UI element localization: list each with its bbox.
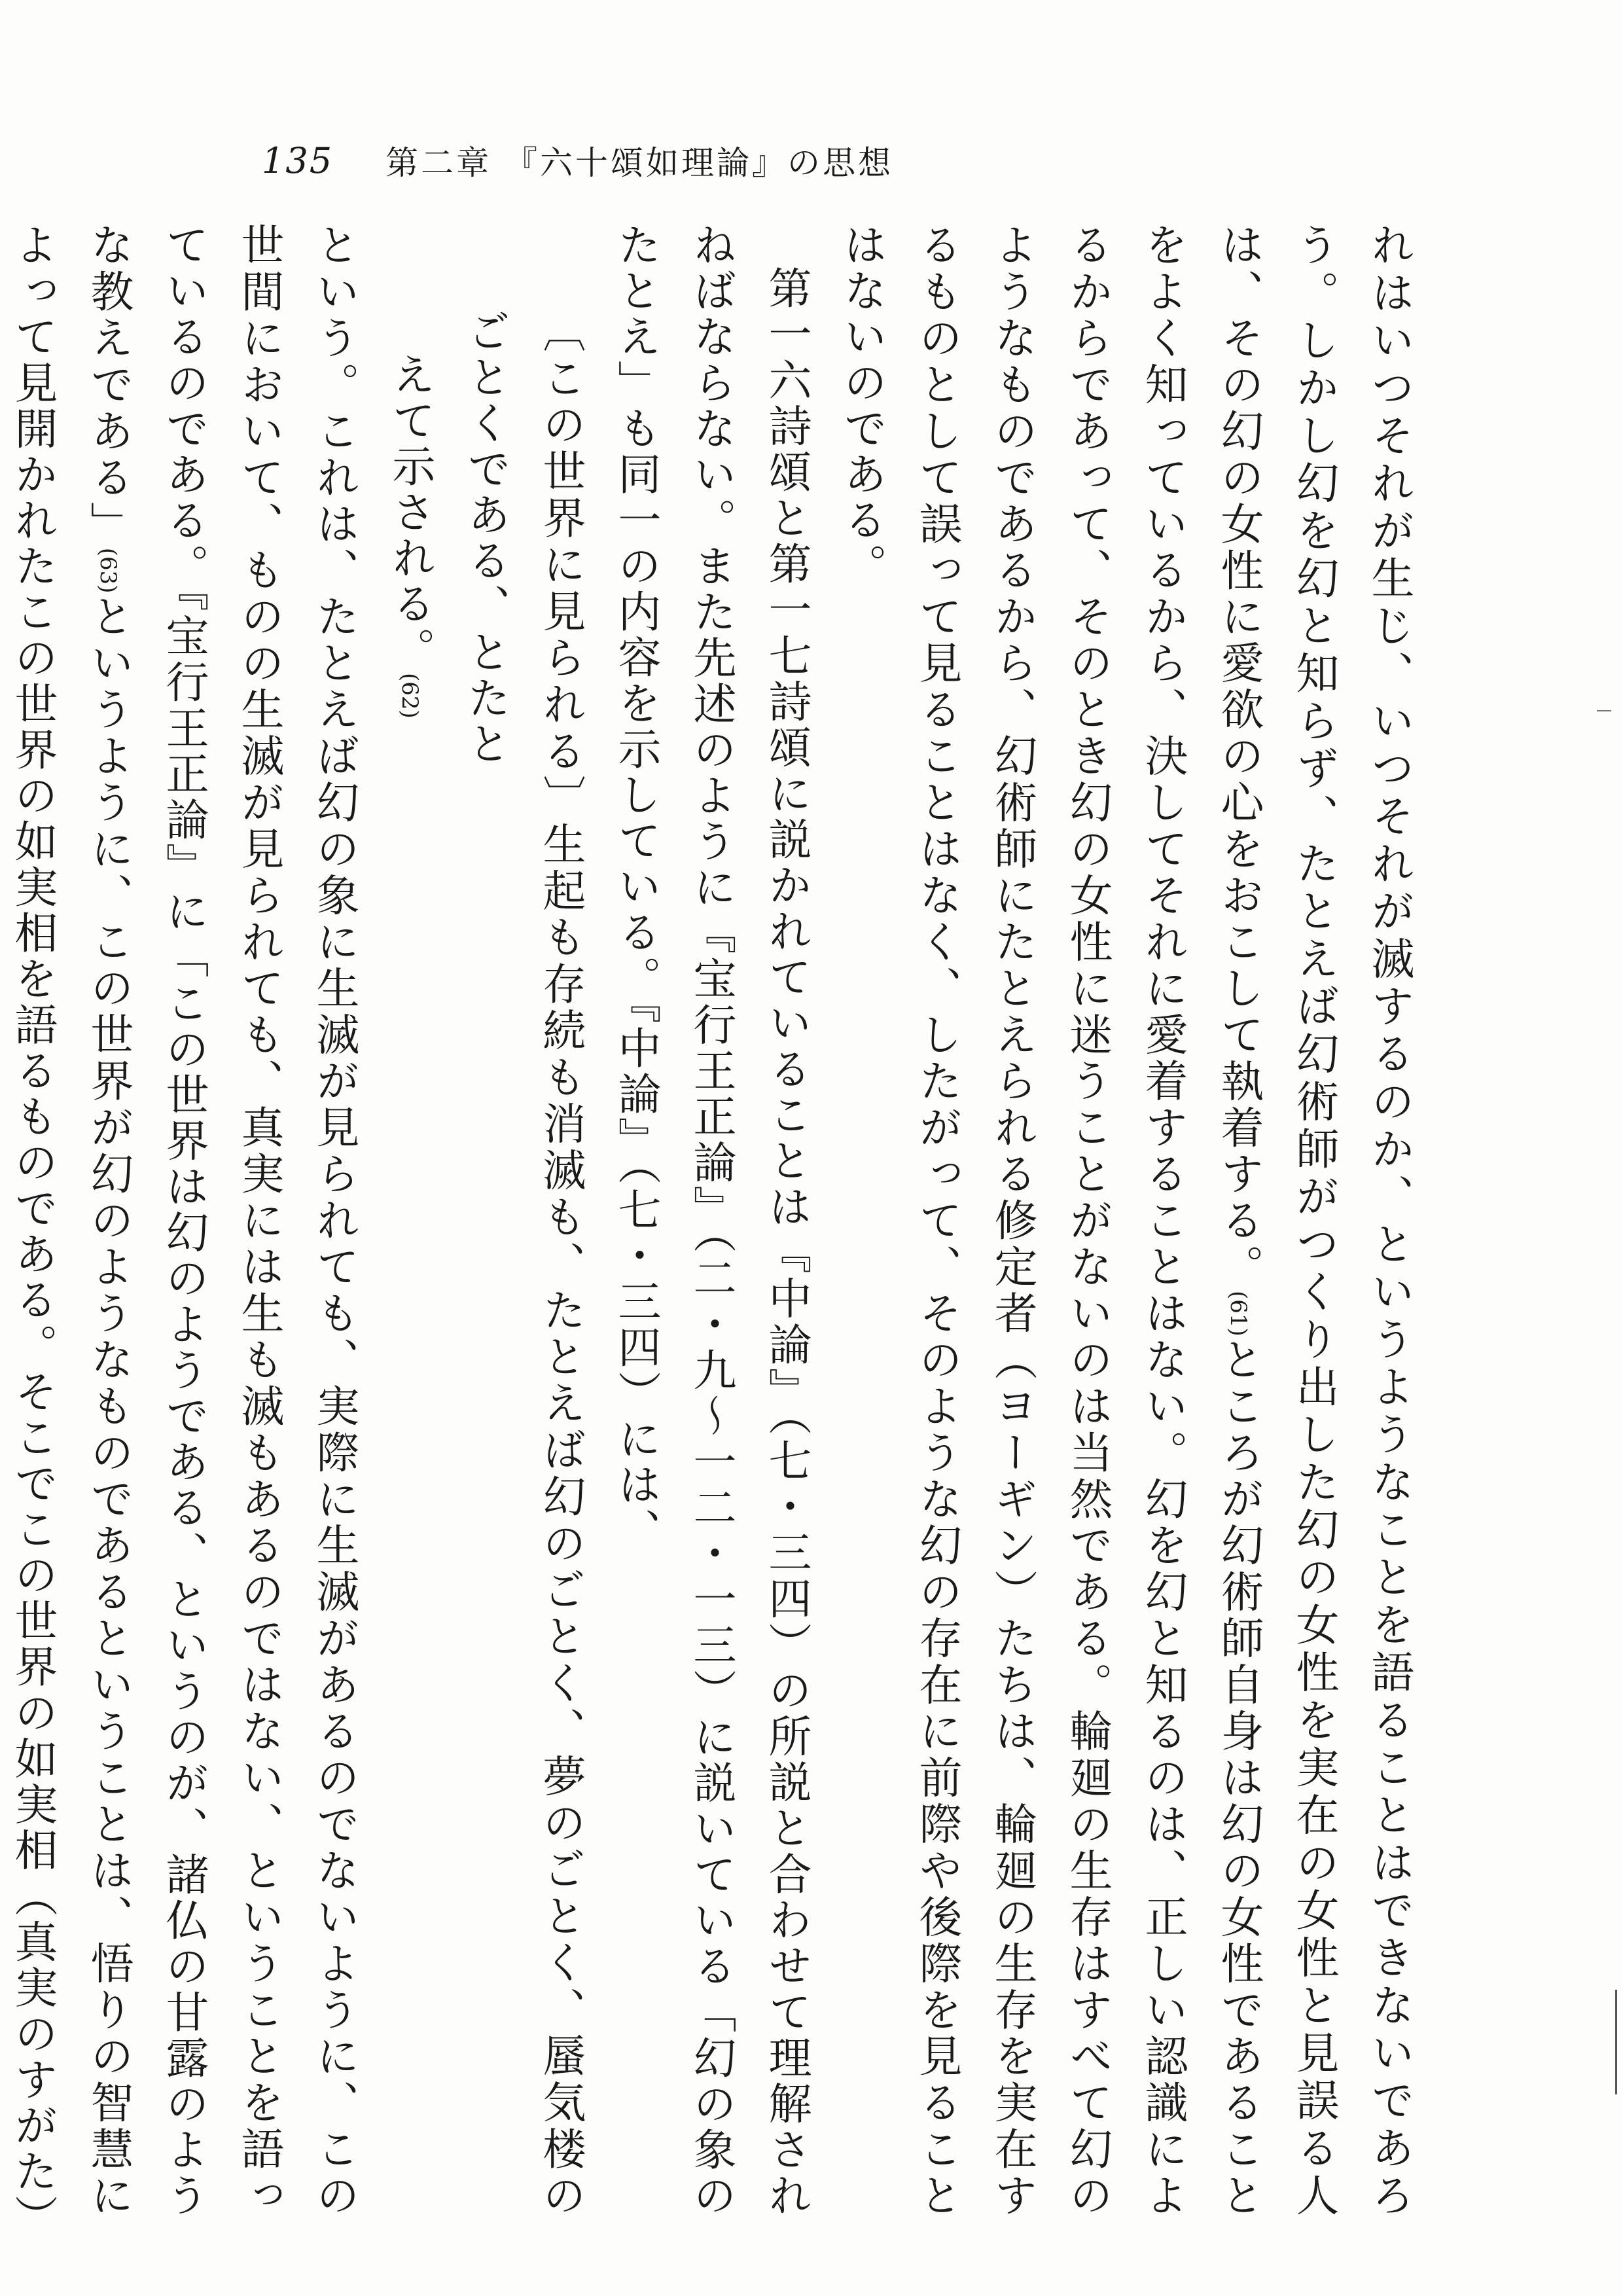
paragraph-text: というように、この世界が幻のようなものであるということは、悟りの智慧によって見開かれたこの世界の如実相を語るものである。そこでこの世界の如実相（真実のすがた） (7, 223, 134, 2219)
footnote-ref-61: (61) (1225, 1291, 1251, 1336)
running-head: 第二章 『六十頌如理論』の思想 (385, 144, 893, 182)
quote-continuation (372, 309, 448, 2219)
paragraph-text: れはいつそれが生じ、いつそれが滅するのか、というようなことを語ることはできないであろう。しかし幻を幻と知らず、たとえば幻術師がつくり出した幻の女性を実在の女性と見誤る人は、その幻の女性に愛欲の心をおこして執着する。 (1213, 223, 1414, 2219)
page-header (262, 134, 893, 187)
paragraph (0, 223, 372, 2219)
paragraph-text: ところが幻術師自身は幻の女性であることをよく知っているから、決してそれに愛着することはない。幻を幻と知るのは、正しい認識によるからであって、そのとき幻の女性に迷うことがないのは当然である。輪廻の生存はすべて幻のようなものであるから、幻術師にたとえられる修定者（ヨーギン）たちは、輪廻の生存を実在するものとして誤って見ることはなく、したがって、そのような幻の存在に前際や後際を見ることはないのである。 (836, 223, 1264, 2219)
footnote-ref-63: (63) (95, 547, 121, 594)
vertical-body-text (7, 223, 1427, 2219)
page-number: 135 (262, 139, 334, 181)
paragraph-continued (824, 223, 1427, 2219)
scan-artifact (1615, 1990, 1617, 2094)
block-quote (372, 223, 598, 2219)
paragraph-text: 第一六詩頌と第一七詩頌に説かれていることは『中論』（七・三四）の所説と合わせて理解されねばならない。また先述のように『宝行王正論』（二・九〜一二・一三）に説いている「幻の象のたとえ」も同一の内容を示している。『中論』（七・三四）には、 (611, 223, 812, 2219)
scan-artifact (1597, 710, 1611, 711)
quote-text: えて示される。 (385, 352, 435, 673)
paragraph (598, 223, 824, 2219)
quote-text: 〔この世界に見られる〕生起も存続も消滅も、たとえば幻のごとく、夢のごとく、蜃気楼のごとくである、とたと (460, 309, 586, 2219)
paragraph-text: という。これは、たとえば幻の象に生滅が見られても、実際に生滅があるのでないように、この世間において、ものの生滅が見られても、真実には生も滅もあるのではない、ということを語っているのである。『宝行王正論』に「この世界は幻のようである、というのが、諸仏の甘露のような教えである」 (83, 223, 359, 2219)
footnote-ref-62: (62) (397, 673, 423, 719)
